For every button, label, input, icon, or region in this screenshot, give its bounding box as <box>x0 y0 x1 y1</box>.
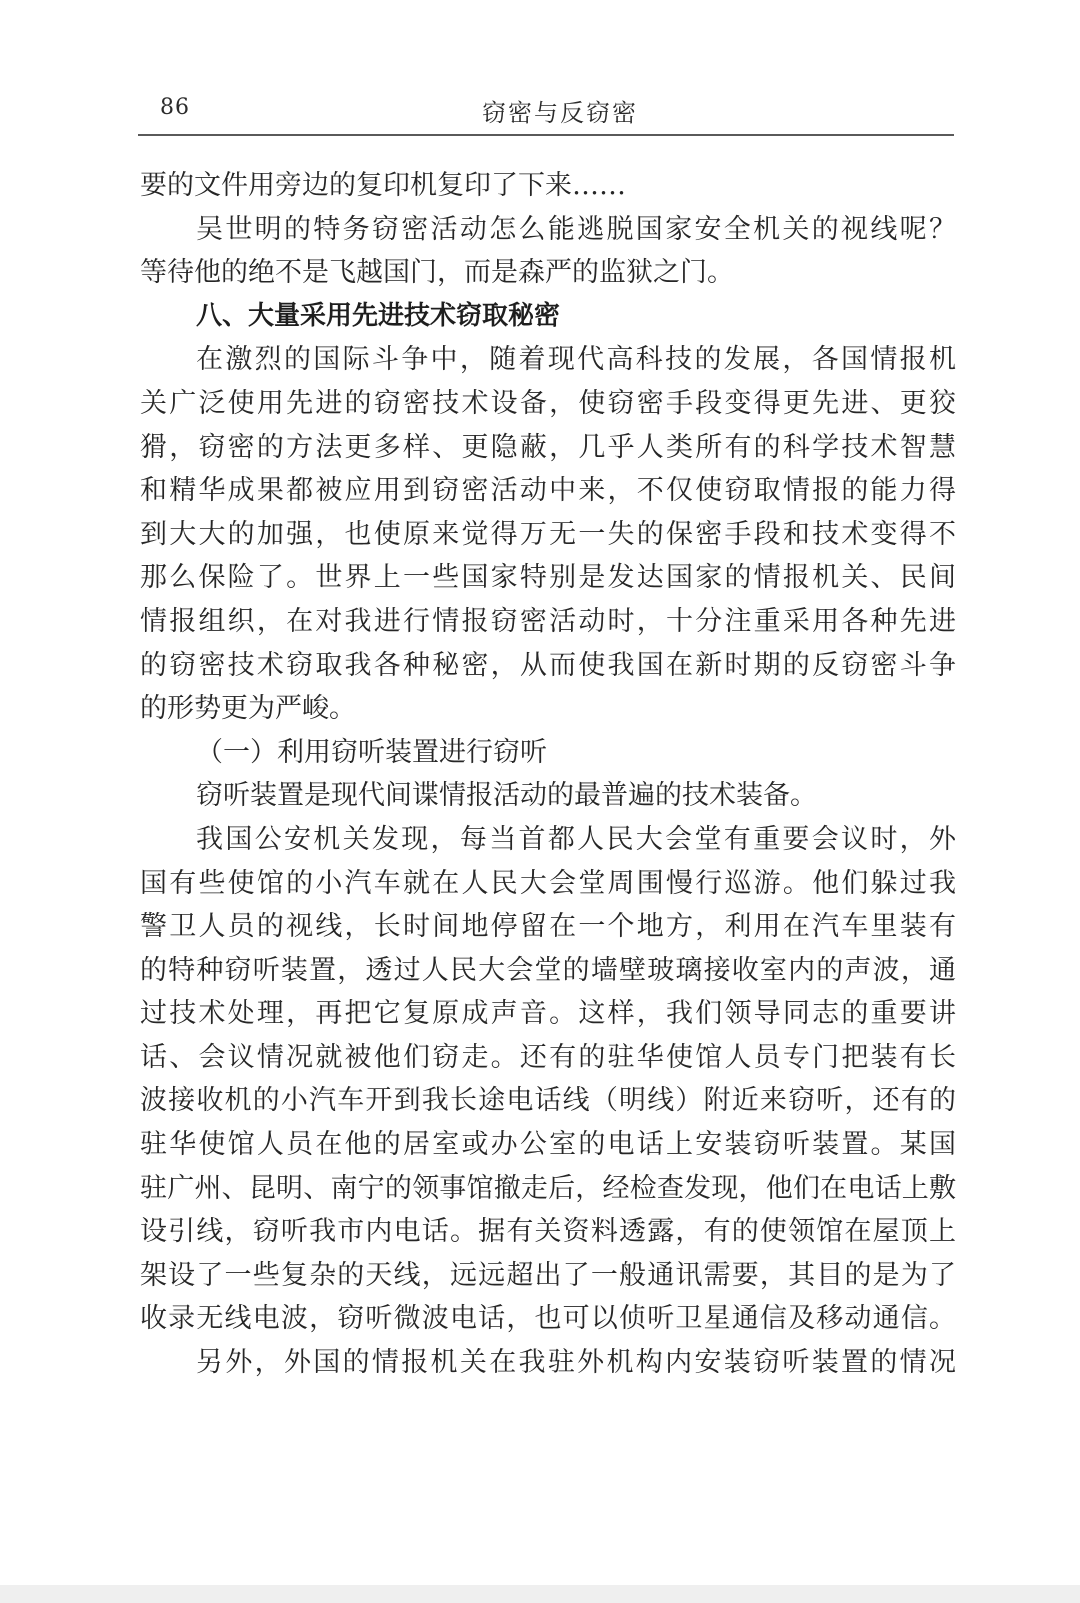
text-line: 那么保险了。世界上一些国家特别是发达国家的情报机关、民间 <box>140 562 956 594</box>
text-line: 驻华使馆人员在他的居室或办公室的电话上安装窃听装置。某国 <box>140 1129 956 1161</box>
text-line: 吴世明的特务窃密活动怎么能逃脱国家安全机关的视线呢？ <box>196 213 956 245</box>
text-line: 等待他的绝不是飞越国门，而是森严的监狱之门。 <box>140 257 734 289</box>
page-number: 86 <box>160 95 190 120</box>
text-line: 要的文件用旁边的复印机复印了下来…… <box>140 170 626 201</box>
text-line: 的形势更为严峻。 <box>140 693 356 725</box>
text-line: 国有些使馆的小汽车就在人民大会堂周围慢行巡游。他们躲过我 <box>140 867 956 899</box>
text-line: 另外，外国的情报机关在我驻外机构内安装窃听装置的情况 <box>196 1347 956 1379</box>
text-line: 话、会议情况就被他们窃走。还有的驻华使馆人员专门把装有长 <box>140 1041 956 1073</box>
text-line: 架设了一些复杂的天线，远远超出了一般通讯需要，其目的是为了 <box>140 1259 956 1291</box>
text-line: 情报组织，在对我进行情报窃密活动时，十分注重采用各种先进 <box>140 605 956 637</box>
text-line: 窃听装置是现代间谍情报活动的最普遍的技术装备。 <box>196 780 817 812</box>
viewer-bottom-bar <box>0 1585 1080 1603</box>
text-line: 过技术处理，再把它复原成声音。这样，我们领导同志的重要讲 <box>140 998 956 1030</box>
text-line: 收录无线电波，窃听微波电话，也可以侦听卫星通信及移动通信。 <box>140 1303 956 1335</box>
section-heading: 八、大量采用先进技术窃取秘密 <box>196 300 561 331</box>
text-line: 的特种窃听装置，透过人民大会堂的墙壁玻璃接收室内的声波，通 <box>140 954 956 986</box>
body-text <box>140 164 956 1385</box>
text-line: 在激烈的国际斗争中，随着现代高科技的发展，各国情报机 <box>196 344 956 376</box>
text-line: 警卫人员的视线，长时间地停留在一个地方，利用在汽车里装有 <box>140 911 956 943</box>
text-line: 到大大的加强，也使原来觉得万无一失的保密手段和技术变得不 <box>140 518 956 550</box>
text-line: 和精华成果都被应用到窃密活动中来，不仅使窃取情报的能力得 <box>140 475 956 507</box>
text-line: 设引线，窃听我市内电话。据有关资料透露，有的使领馆在屋顶上 <box>140 1216 956 1248</box>
text-line: 关广泛使用先进的窃密技术设备，使窃密手段变得更先进、更狡 <box>140 387 956 419</box>
running-title: 窃密与反窃密 <box>482 99 638 127</box>
text-line: 驻广州、昆明、南宁的领事馆撤走后，经检查发现，他们在电话上敷 <box>140 1172 956 1204</box>
text-line: 猾，窃密的方法更多样、更隐蔽，几乎人类所有的科学技术智慧 <box>140 431 956 463</box>
header-rule <box>138 134 954 136</box>
text-line: 我国公安机关发现，每当首都人民大会堂有重要会议时，外 <box>196 823 956 855</box>
text-line: 波接收机的小汽车开到我长途电话线（明线）附近来窃听，还有的 <box>140 1085 956 1117</box>
text-line: 的窃密技术窃取我各种秘密，从而使我国在新时期的反窃密斗争 <box>140 649 956 681</box>
subsection-heading: （一）利用窃听装置进行窃听 <box>196 736 547 768</box>
